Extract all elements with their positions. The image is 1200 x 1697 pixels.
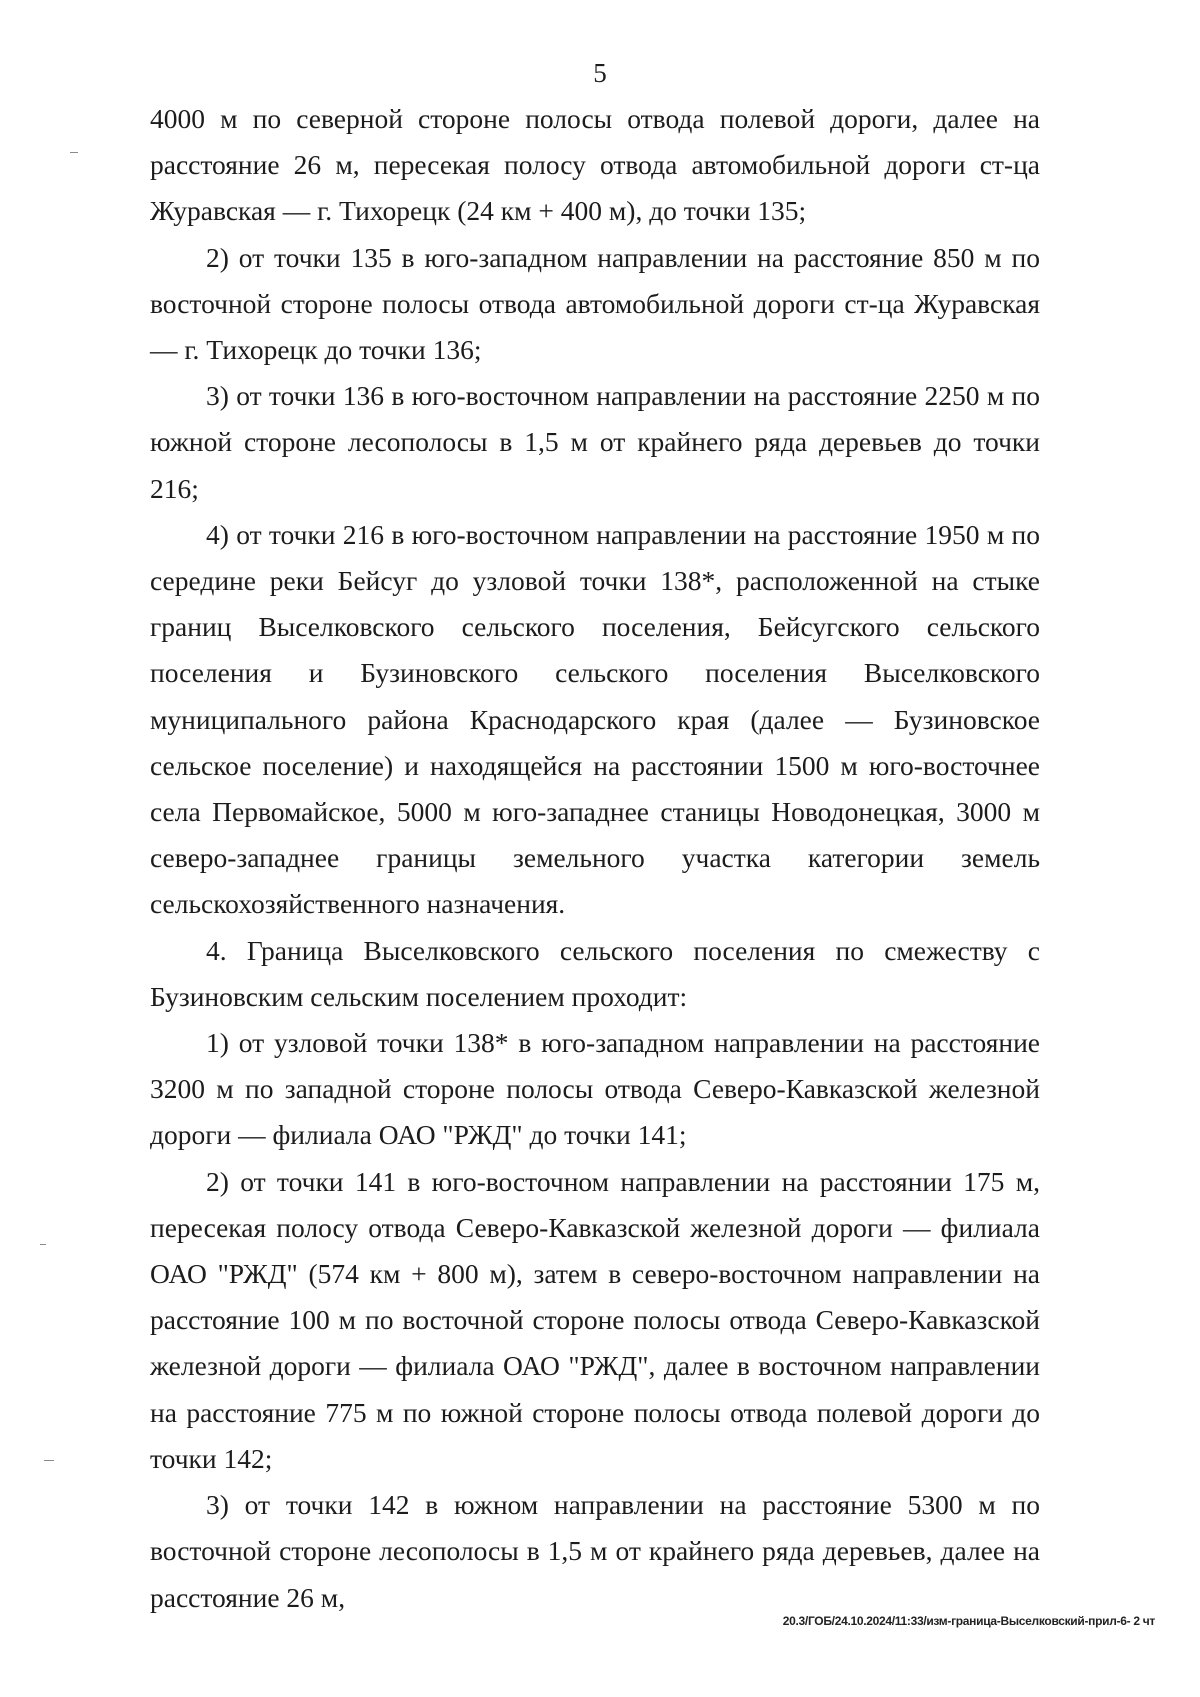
scan-speck: [40, 1244, 46, 1245]
document-body: [150, 96, 1040, 1621]
scan-speck: [70, 152, 78, 153]
paragraph-item-2: 2) от точки 135 в юго-западном направлении на расстояние 850 м по восточной стороне полосы отвода автомобильной дороги ст-ца Журавская — г. Тихорецк до точки 136;: [150, 241, 1040, 366]
section-heading-4: 4. Граница Выселковского сельского поселения по смежеству с Бузиновским сельским поселением проходит:: [150, 934, 1040, 1012]
paragraph-item-3b: 3) от точки 142 в южном направлении на расстояние 5300 м по восточной стороне лесополосы в 1,5 м от крайнего ряда деревьев, далее на расстояние 26 м,: [150, 1489, 1040, 1613]
paragraph-item-2b: 2) от точки 141 в юго-восточном направлении на расстоянии 175 м, пересекая полосу отвода Северо-Кавказской железной дороги — филиала ОАО "РЖД" (574 км + 800 м), затем в северо-восточном направлении на расстояние 100 м по восточной стороне полосы отвода Северо-Кавказской железной дороги — филиала ОАО "РЖД", далее в восточном направлении на расстояние 775 м по южной стороне полосы отвода полевой дороги до точки 142;: [150, 1165, 1040, 1474]
paragraph-item-3: 3) от точки 136 в юго-восточном направлении на расстояние 2250 м по южной стороне лесополосы в 1,5 м от крайнего ряда деревьев до точки 216;: [150, 380, 1040, 504]
paragraph-continuation: 4000 м по северной стороне полосы отвода полевой дороги, далее на расстояние 26 м, пересекая полосу отвода автомобильной дороги ст-ца Журавская — г. Тихорецк (24 км + 400 м), до точки 135;: [150, 103, 1040, 227]
footer-document-code: 20.3/ГОБ/24.10.2024/11:33/изм-граница-Выселковский-прил-6- 2 чт: [782, 1614, 1155, 1628]
scan-speck: [44, 1460, 54, 1461]
page-number: 5: [593, 58, 607, 88]
paragraph-item-1: 1) от узловой точки 138* в юго-западном направлении на расстояние 3200 м по западной стороне полосы отвода Северо-Кавказской железной дороги — филиала ОАО "РЖД" до точки 141;: [150, 1027, 1040, 1151]
paragraph-item-4: 4) от точки 216 в юго-восточном направлении на расстояние 1950 м по середине реки Бейсуг до узловой точки 138*, расположенной на стыке границ Выселковского сельского поселения, Бейсугского сельского поселения и Бузиновского сельского поселения Выселковского муниципального района Краснодарского края (далее — Бузиновское сельское поселение) и находящейся на расстоянии 1500 м юго-восточнее села Первомайское, 5000 м юго-западнее станицы Новодонецкая, 3000 м северо-западнее границы земельного участка категории земель сельскохозяйственного назначения.: [150, 518, 1040, 920]
